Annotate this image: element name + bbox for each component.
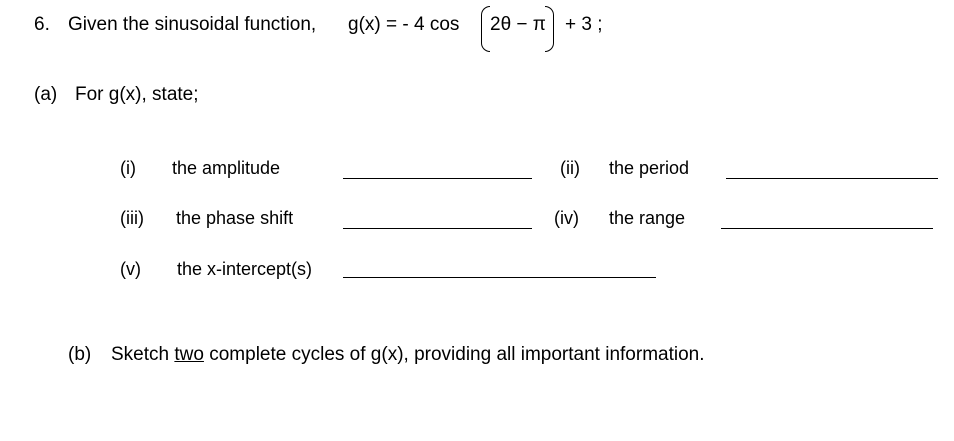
question-number: 6. xyxy=(34,14,50,35)
part-b-text-before: Sketch xyxy=(111,344,170,365)
function-argument: 2θ − π xyxy=(490,14,546,35)
function-rhs: + 3 ; xyxy=(565,14,603,35)
item-v-label: (v) xyxy=(120,259,141,279)
item-v-text: the x-intercept(s) xyxy=(177,259,313,279)
answer-line-range[interactable] xyxy=(721,228,933,229)
function-lhs: g(x) = - 4 cos xyxy=(348,14,460,35)
part-a-text: For g(x), state; xyxy=(75,84,199,105)
part-b-text xyxy=(111,344,705,366)
item-ii-text: the period xyxy=(609,158,690,178)
left-paren xyxy=(481,6,490,52)
item-iv-label: (iv) xyxy=(554,208,579,228)
question-intro: Given the sinusoidal function, xyxy=(68,14,317,35)
answer-line-amplitude[interactable] xyxy=(343,178,532,179)
part-a-label: (a) xyxy=(34,84,58,105)
part-b-label: (b) xyxy=(68,344,92,365)
item-iii-label: (iii) xyxy=(120,208,144,228)
answer-line-phase-shift[interactable] xyxy=(343,228,532,229)
item-iii-text: the phase shift xyxy=(176,208,294,228)
answer-line-period[interactable] xyxy=(726,178,938,179)
answer-line-x-intercepts[interactable] xyxy=(343,277,656,278)
item-ii-label: (ii) xyxy=(560,158,580,178)
item-i-text: the amplitude xyxy=(172,158,281,178)
item-i-label: (i) xyxy=(120,158,136,178)
right-paren xyxy=(545,6,554,52)
part-b-text-after: complete cycles of g(x), providing all important information. xyxy=(209,344,705,365)
part-b-underlined-word: two xyxy=(174,344,204,365)
item-iv-text: the range xyxy=(609,208,686,228)
